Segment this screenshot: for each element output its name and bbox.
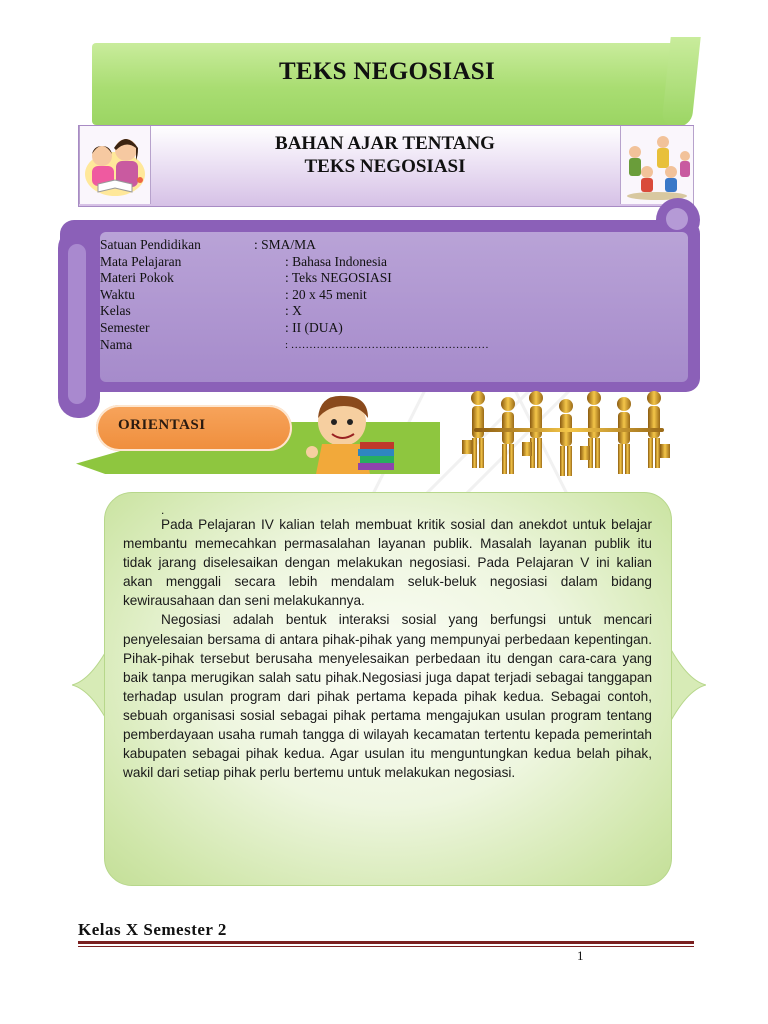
subtitle-line-1: BAHAN AJAR TENTANG bbox=[275, 133, 495, 154]
paragraph-1: Pada Pelajaran IV kalian telah membuat kritik sosial dan anekdot untuk belajar membantu memecahkan permasalahan layanan publik. Masalah layanan publik itu tidak jarang diselesaikan dengan melakukan negosiasi. Pada Pelajaran V ini kalian akan menggali secara lebih mendalam seluk-beluk negosiasi dalam bidang kewirausahaan dan seni melakukannya. bbox=[123, 517, 652, 609]
info-value: : X bbox=[285, 303, 302, 318]
section-heading: ORIENTASI bbox=[118, 417, 206, 433]
info-value: : Teks NEGOSIASI bbox=[285, 270, 392, 285]
info-scroll-panel bbox=[100, 232, 688, 382]
subtitle bbox=[150, 132, 620, 178]
body-text bbox=[123, 505, 652, 782]
lead-mark: . bbox=[161, 503, 165, 517]
footer-rule-thin bbox=[78, 946, 694, 947]
info-label: Mata Pelajaran bbox=[100, 254, 182, 269]
info-label: Satuan Pendidikan bbox=[100, 237, 201, 252]
info-label: Nama bbox=[100, 337, 133, 352]
people-holding-hands-illustration bbox=[444, 388, 694, 492]
info-label: Waktu bbox=[100, 287, 135, 302]
paragraph-2: Negosiasi adalah bentuk interaksi sosial yang berfungsi untuk mencari penyelesaian bersama di antara pihak-pihak yang mempunyai perbedaan kepentingan. Pihak-pihak tersebut berusaha menyelesaikan perbedaan itu dengan cara-cara yang baik tanpa merugikan salah satu pihak.Negosiasi juga dapat terjadi sebagai tanggapan terhadap usulan program dari pihak pertama kepada pihak kedua. Sebagai contoh, sebuah organisasi sosial sebagai pihak pertama mengajukan usulan program tentang pemberdayaan usaha rumah tangga di wilayah kecamatan tertentu kepada pemerintah kabupaten sebagai pihak kedua. Agar usulan itu menguntungkan kedua belah pihak, wakil dari setiap pihak perlu bertemu untuk melakukan negosiasi. bbox=[123, 612, 652, 781]
info-value: : 20 x 45 menit bbox=[285, 287, 367, 302]
info-value: : SMA/MA bbox=[254, 237, 316, 252]
info-label: Semester bbox=[100, 320, 150, 335]
subtitle-line-2: TEKS NEGOSIASI bbox=[304, 156, 466, 177]
info-value: : ……………………………………………… bbox=[285, 339, 489, 351]
group-of-children-illustration bbox=[620, 126, 694, 204]
scroll-roll-left bbox=[58, 228, 100, 418]
page-number: 1 bbox=[577, 948, 584, 963]
footer-rule-thick bbox=[78, 941, 694, 944]
info-value: : II (DUA) bbox=[285, 320, 343, 335]
footer-class-semester: Kelas X Semester 2 bbox=[78, 920, 227, 939]
info-label: Materi Pokok bbox=[100, 270, 174, 285]
reading-children-illustration bbox=[79, 126, 151, 204]
info-label: Kelas bbox=[100, 303, 131, 318]
info-value: : Bahasa Indonesia bbox=[285, 254, 387, 269]
page-title: TEKS NEGOSIASI bbox=[278, 58, 496, 85]
bubble-tab-right bbox=[666, 640, 706, 730]
boy-with-books-illustration bbox=[298, 392, 402, 474]
